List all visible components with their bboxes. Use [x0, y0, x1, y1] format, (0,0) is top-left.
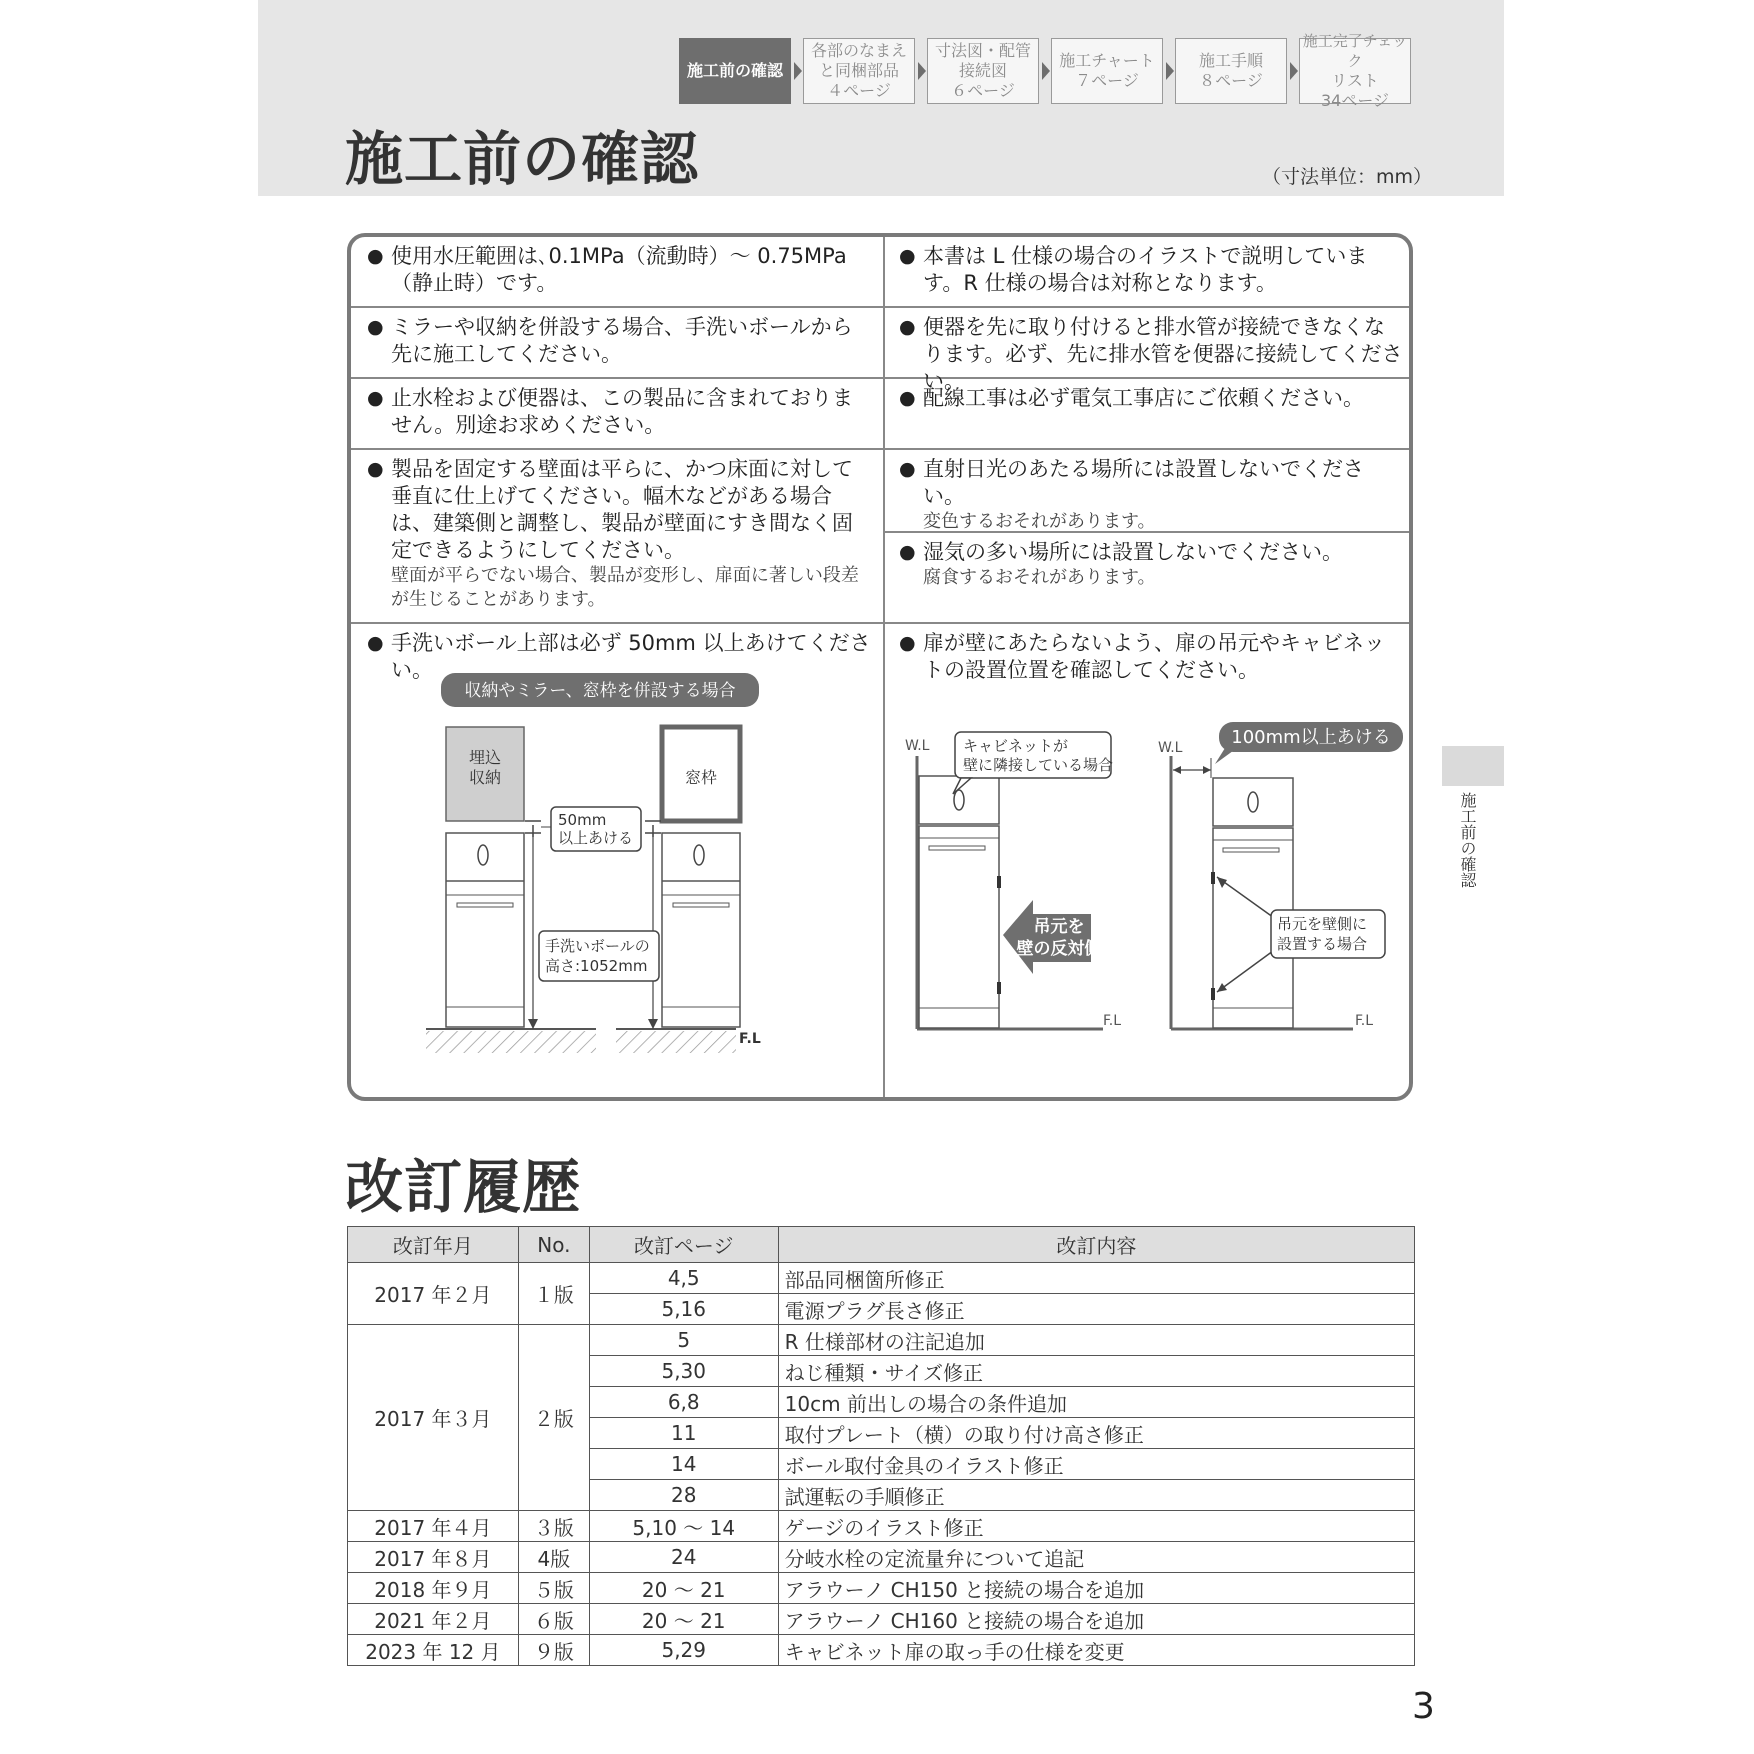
- notes-box: [347, 233, 1413, 1101]
- revision-page: 14: [589, 1449, 778, 1480]
- wall-side-hinge-text: 吊元を壁側に: [1277, 915, 1368, 933]
- revision-date: 2018 年９月: [348, 1573, 519, 1604]
- revision-content: 分岐水栓の定流量弁について追記: [778, 1542, 1414, 1573]
- arrow-head-icon: [1173, 766, 1181, 774]
- hinge-icon: [1211, 872, 1215, 884]
- step-label: 施工完了チェック: [1302, 32, 1408, 70]
- door-hinge-diagram: [891, 722, 1411, 1062]
- height-callout-text: 高さ:1052mm: [545, 957, 648, 975]
- revision-no: ３版: [518, 1511, 589, 1542]
- note-not-included: [367, 385, 872, 439]
- table-row: [348, 1511, 1415, 1542]
- faucet-icon: [694, 845, 704, 865]
- revision-page: 6,8: [589, 1387, 778, 1418]
- step-arrow: [1166, 62, 1174, 80]
- note-wall-surface: [367, 456, 872, 612]
- height-callout-text: 手洗いボールの: [545, 937, 650, 955]
- table-row: [348, 1635, 1415, 1666]
- note-text: 本書は L 仕様の場合のイラストで説明しています。R 仕様の場合は対称となります。: [923, 244, 1368, 295]
- revision-no: ５版: [518, 1573, 589, 1604]
- floor-level-label: F.L: [1103, 1013, 1122, 1029]
- step-dimensions[interactable]: [927, 38, 1039, 104]
- faucet-icon: [954, 790, 964, 810]
- note-water-pressure: [367, 243, 872, 297]
- revision-date: 2017 年２月: [348, 1263, 519, 1325]
- note-text: 配線工事は必ず電気工事店にご依頼ください。: [923, 386, 1364, 410]
- side-tab[interactable]: [1442, 746, 1504, 786]
- revision-content: 部品同梱箇所修正: [778, 1263, 1414, 1294]
- opposite-hinge-arrow-icon: [1003, 900, 1091, 974]
- revision-no: 4版: [518, 1542, 589, 1573]
- note-text: 製品を固定する壁面は平らに、かつ床面に対して垂直に仕上げてください。幅木などがある場合は、建築側と調整し、製品が壁面にすき間なく固定できるようにしてください。: [391, 457, 853, 562]
- cabinet-handle: [1223, 848, 1279, 852]
- step-label: ６ページ: [951, 81, 1015, 100]
- revision-date: 2021 年２月: [348, 1604, 519, 1635]
- revision-content: 電源プラグ長さ修正: [778, 1294, 1414, 1325]
- row-divider: [351, 306, 1409, 308]
- gap-callout-text: 以上あける: [558, 829, 634, 847]
- clearance-badge-text: 100mm以上あける: [1231, 727, 1391, 748]
- opposite-hinge-text: 壁の反対側: [1016, 939, 1102, 959]
- step-label: 施工手順: [1198, 51, 1263, 70]
- step-label: 施工前の確認: [686, 61, 783, 80]
- step-checklist[interactable]: [1299, 32, 1411, 110]
- step-label: ８ページ: [1199, 71, 1263, 90]
- step-label: と同梱部品: [818, 61, 899, 80]
- cabinet-handle: [673, 903, 729, 907]
- step-label: ７ページ: [1075, 71, 1139, 90]
- floor-hatch: [616, 1031, 736, 1053]
- header-no: No.: [518, 1227, 589, 1263]
- bullet: ●: [899, 541, 916, 563]
- revision-no: ６版: [518, 1604, 589, 1635]
- table-row: [348, 1604, 1415, 1635]
- bullet: ●: [899, 316, 916, 338]
- unit-note: （寸法単位：mm）: [1262, 166, 1433, 188]
- revision-content: R 仕様部材の注記追加: [778, 1325, 1414, 1356]
- page-title: 施工前の確認: [345, 125, 700, 193]
- revision-no: ９版: [518, 1635, 589, 1666]
- arrow-head-icon: [528, 1019, 538, 1029]
- revision-page: 5,29: [589, 1635, 778, 1666]
- note-subtext: 変色するおそれがあります。: [923, 511, 1156, 532]
- hinge-icon: [997, 876, 1001, 888]
- faucet-icon: [478, 845, 488, 865]
- bullet: ●: [367, 458, 384, 480]
- step-procedure[interactable]: [1175, 38, 1287, 104]
- revision-title: 改訂履歴: [345, 1153, 582, 1221]
- note-text: 直射日光のあたる場所には設置しないでください。: [923, 457, 1364, 508]
- page-number: 3: [1412, 1686, 1435, 1727]
- revision-content: キャビネット扉の取っ手の仕様を変更: [778, 1635, 1414, 1666]
- side-tab-label: 施工前の確認: [1458, 792, 1477, 888]
- header-page: 改訂ページ: [589, 1227, 778, 1263]
- note-l-spec: [899, 243, 1404, 297]
- step-arrow: [794, 62, 802, 80]
- revision-page: 11: [589, 1418, 778, 1449]
- revision-page: 20 ～ 21: [589, 1573, 778, 1604]
- revision-date: 2017 年８月: [348, 1542, 519, 1573]
- hinge-icon: [997, 982, 1001, 994]
- wall-side-hinge-text: 設置する場合: [1277, 935, 1368, 953]
- step-label: 寸法図・配管: [934, 41, 1031, 60]
- table-row: [348, 1542, 1415, 1573]
- cabinet-handle: [457, 903, 513, 907]
- bullet: ●: [899, 245, 916, 267]
- row-divider: [351, 448, 1409, 450]
- revision-date: 2023 年 12 月: [348, 1635, 519, 1666]
- note-door-hinge: [899, 630, 1404, 684]
- step-label: ４ページ: [827, 81, 891, 100]
- note-text: 便器を先に取り付けると排水管が接続できなくなります。必ず、先に排水管を便器に接続してください。: [923, 315, 1403, 393]
- step-label: リスト: [1331, 71, 1379, 90]
- bullet: ●: [367, 245, 384, 267]
- revision-page: 5: [589, 1325, 778, 1356]
- recessed-storage-label: 埋込: [468, 748, 502, 767]
- step-label: 施工チャート: [1059, 51, 1155, 70]
- cabinet-handle: [929, 846, 985, 850]
- wall-line-label: W.L: [905, 738, 930, 754]
- floor-level-label: F.L: [1355, 1013, 1374, 1029]
- revision-date: 2017 年３月: [348, 1325, 519, 1511]
- step-arrow: [1042, 62, 1050, 80]
- gap-callout-text: 50mm: [558, 811, 607, 829]
- adjacent-callout-text: 壁に隣接している場合: [963, 756, 1114, 774]
- revision-page: 20 ～ 21: [589, 1604, 778, 1635]
- note-humidity: [899, 539, 1404, 590]
- floor-hatch: [426, 1031, 596, 1053]
- step-chart[interactable]: [1051, 38, 1163, 104]
- note-text: 扉が壁にあたらないよう、扉の吊元やキャビネットの設置位置を確認してください。: [923, 631, 1385, 682]
- table-row: [348, 1573, 1415, 1604]
- bullet: ●: [899, 458, 916, 480]
- revision-date: 2017 年４月: [348, 1511, 519, 1542]
- revision-page: 5,16: [589, 1294, 778, 1325]
- note-text: 湿気の多い場所には設置しないでください。: [923, 540, 1343, 564]
- note-mirror-order: [367, 314, 872, 368]
- revision-page: 5,10 ～ 14: [589, 1511, 778, 1542]
- revision-page: 5,30: [589, 1356, 778, 1387]
- bullet: ●: [367, 316, 384, 338]
- step-label: 接続図: [958, 61, 1007, 80]
- revision-page: 4,5: [589, 1263, 778, 1294]
- revision-page: 24: [589, 1542, 778, 1573]
- step-label: 34ページ: [1320, 91, 1390, 110]
- revision-no: １版: [518, 1263, 589, 1325]
- revision-no: ２版: [518, 1325, 589, 1511]
- table-header-row: [348, 1227, 1415, 1263]
- callout-pointer: [1215, 748, 1237, 764]
- note-text: 手洗いボール上部は必ず 50mm 以上あけてください。: [391, 631, 871, 682]
- arrow-head-icon: [1203, 766, 1211, 774]
- floor-level-label: F.L: [739, 1031, 761, 1047]
- arrow-head-icon: [648, 1019, 658, 1029]
- revision-content: 取付プレート（横）の取り付け高さ修正: [778, 1418, 1414, 1449]
- recessed-storage-label: 収納: [468, 768, 502, 787]
- revision-content: アラウーノ CH150 と接続の場合を追加: [778, 1573, 1414, 1604]
- table-row: [348, 1263, 1415, 1294]
- window-frame-label: 窓枠: [684, 768, 718, 787]
- revision-content: 10cm 前出しの場合の条件追加: [778, 1387, 1414, 1418]
- revision-table: [347, 1226, 1415, 1666]
- revision-page: 28: [589, 1480, 778, 1511]
- diagram-banner-text: 収納やミラー、窓枠を併設する場合: [464, 681, 736, 701]
- revision-content: ゲージのイラスト修正: [778, 1511, 1414, 1542]
- revision-content: ねじ種類・サイズ修正: [778, 1356, 1414, 1387]
- cabinet-lower: [919, 826, 999, 1028]
- note-drain-pipe: [899, 314, 1404, 395]
- hinge-icon: [1211, 988, 1215, 1000]
- note-wiring: [899, 385, 1404, 412]
- table-row: [348, 1325, 1415, 1356]
- column-divider: [883, 237, 885, 1097]
- revision-content: アラウーノ CH160 と接続の場合を追加: [778, 1604, 1414, 1635]
- note-text: 使用水圧範囲は､0.1MPa（流動時）～ 0.75MPa（静止時）です。: [391, 244, 847, 295]
- step-label: 各部のなまえ: [810, 41, 907, 60]
- step-arrow: [918, 62, 926, 80]
- note-subtext: 腐食するおそれがあります。: [923, 567, 1156, 588]
- header-date: 改訂年月: [348, 1227, 519, 1263]
- bullet: ●: [899, 632, 916, 654]
- row-divider: [351, 622, 1409, 624]
- step-parts[interactable]: [803, 38, 915, 104]
- faucet-icon: [1248, 792, 1258, 812]
- opposite-hinge-text: 吊元を: [1033, 917, 1085, 937]
- header-content: 改訂内容: [778, 1227, 1414, 1263]
- bullet: ●: [367, 387, 384, 409]
- bullet: ●: [367, 632, 384, 654]
- note-text: 止水栓および便器は、この製品に含まれておりません。別途お求めください。: [391, 386, 853, 437]
- note-text: ミラーや収納を併設する場合、手洗いボールから先に施工してください。: [391, 315, 853, 366]
- clearance-diagram: [421, 671, 861, 1091]
- wall-line-label: W.L: [1158, 740, 1183, 756]
- revision-content: ボール取付金具のイラスト修正: [778, 1449, 1414, 1480]
- note-sunlight: [899, 456, 1404, 534]
- step-arrow: [1290, 62, 1298, 80]
- step-pre-check[interactable]: [679, 38, 791, 104]
- adjacent-callout-text: キャビネットが: [963, 737, 1069, 755]
- bullet: ●: [899, 387, 916, 409]
- note-subtext: 壁面が平らでない場合、製品が変形し、扉面に著しい段差が生じることがあります。: [391, 565, 859, 610]
- revision-content: 試運転の手順修正: [778, 1480, 1414, 1511]
